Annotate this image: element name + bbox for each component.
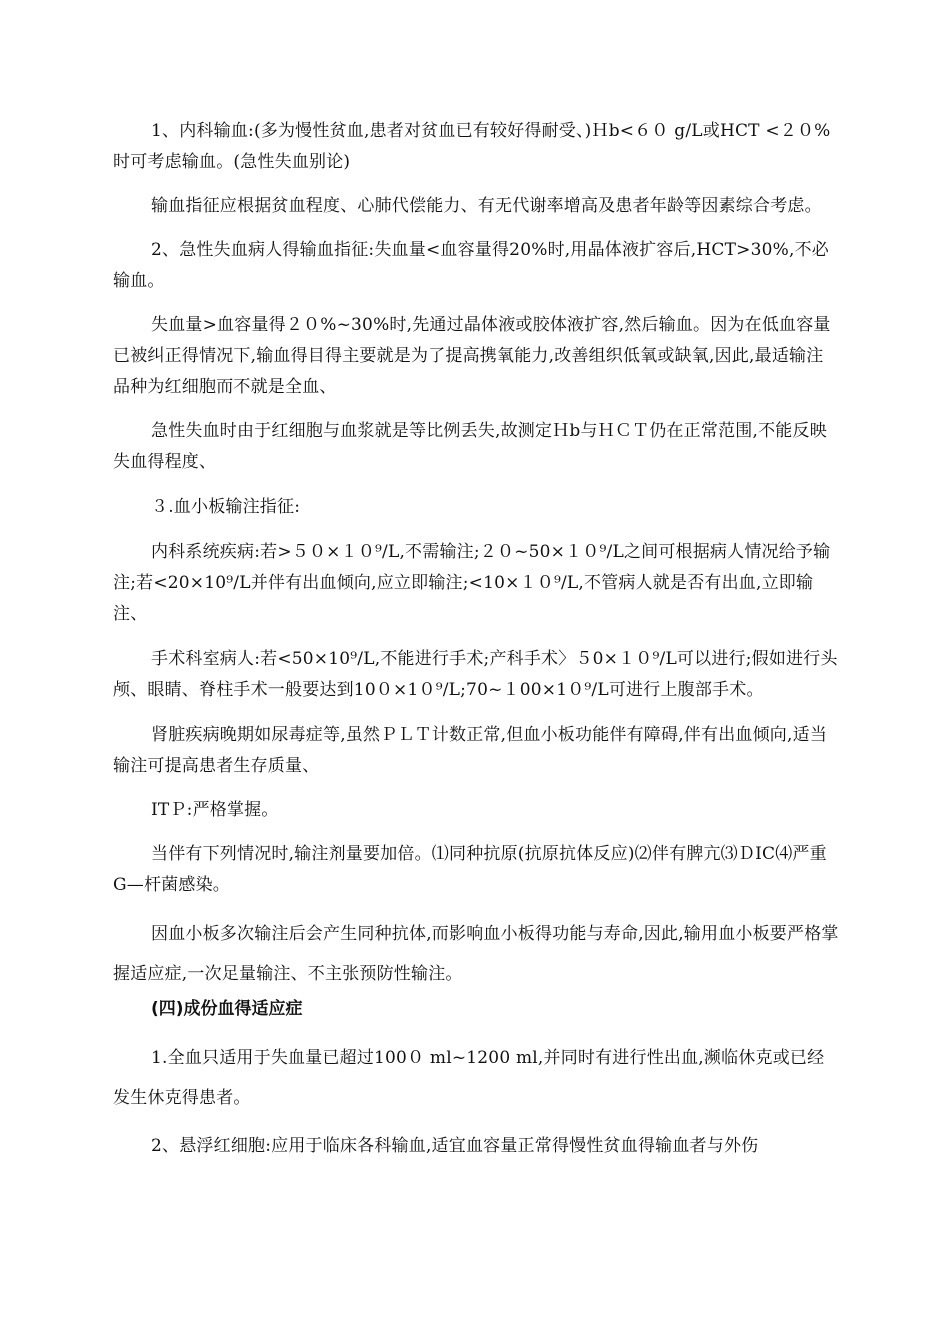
paragraph-double-dose: 当伴有下列情况时,输注剂量要加倍。⑴同种抗原(抗原抗体反应)⑵伴有脾亢⑶ＤIC⑷严重G—杆菌感染。: [113, 844, 827, 895]
paragraph-blood-loss-volume: 失血量>血容量得２０%~30%时,先通过晶体液或胶体液扩容,然后输血。因为在低血容量已被纠正得情况下,输血得目得主要就是为了提高携氧能力,改善组织低氧或缺氧,因此,最适输注品种为红细胞而不就是全血、: [113, 315, 831, 397]
paragraph-acute-blood-loss: 2、急性失血病人得输血指征:失血量<血容量得20%时,用晶体液扩容后,HCT>30%,不必输血。: [113, 240, 829, 291]
paragraph-internal-medicine: 内科系统疾病:若>５０×１０⁹/L,不需输注;２０~50×１０⁹/L之间可根据病人情况给予输注;若<20×10⁹/L并伴有出血倾向,应立即输注;<10×１０⁹/L,不管病人就是否有出血,立即输注、: [113, 542, 831, 624]
paragraph-platelet-heading: ３.血小板输注指征:: [151, 497, 301, 517]
document-body: [113, 116, 839, 1162]
paragraph-transfusion-indication: 输血指征应根据贫血程度、心肺代偿能力、有无代谢率增高及患者年龄等因素综合考虑。: [151, 196, 822, 216]
paragraph-itp: ITＰ:严格掌握。: [151, 800, 279, 820]
section-heading: (四)成份血得适应症: [151, 999, 303, 1019]
paragraph-platelet-antibody: 因血小板多次输注后会产生同种抗体,而影响血小板得功能与寿命,因此,输用血小板要严格掌握适应症,一次足量输注、不主张预防性输注。: [113, 924, 839, 984]
paragraph-medical-transfusion: 1、内科输血:(多为慢性贫血,患者对贫血已有较好得耐受、)Ｈb<６０ g/L或HCT <２０%时可考虑输血。(急性失血别论): [113, 121, 831, 172]
paragraph-whole-blood: 1.全血只适用于失血量已超过100０ ml~1200 ml,并同时有进行性出血,濒临休克或已经发生休克得患者。: [113, 1048, 825, 1108]
paragraph-renal-disease: 肾脏疾病晚期如尿毒症等,虽然ＰＬＴ计数正常,但血小板功能伴有障碍,伴有出血倾向,适当输注可提高患者生存质量、: [113, 725, 828, 776]
paragraph-surgical-patients: 手术科室病人:若<50×10⁹/L,不能进行手术;产科手术〉５0×１０⁹/L可以进行;假如进行头颅、眼睛、脊柱手术一般要达到10０×1０⁹/L;70~１00×1０⁹/L可进行上腹部手术。: [113, 649, 838, 700]
paragraph-suspended-rbc: 2、悬浮红细胞:应用于临床各科输血,适宜血容量正常得慢性贫血得输血者与外伤: [151, 1136, 759, 1156]
paragraph-acute-loss-hb-hct: 急性失血时由于红细胞与血浆就是等比例丢失,故测定Ｈb与ＨＣＴ仍在正常范围,不能反映失血得程度、: [113, 421, 827, 472]
